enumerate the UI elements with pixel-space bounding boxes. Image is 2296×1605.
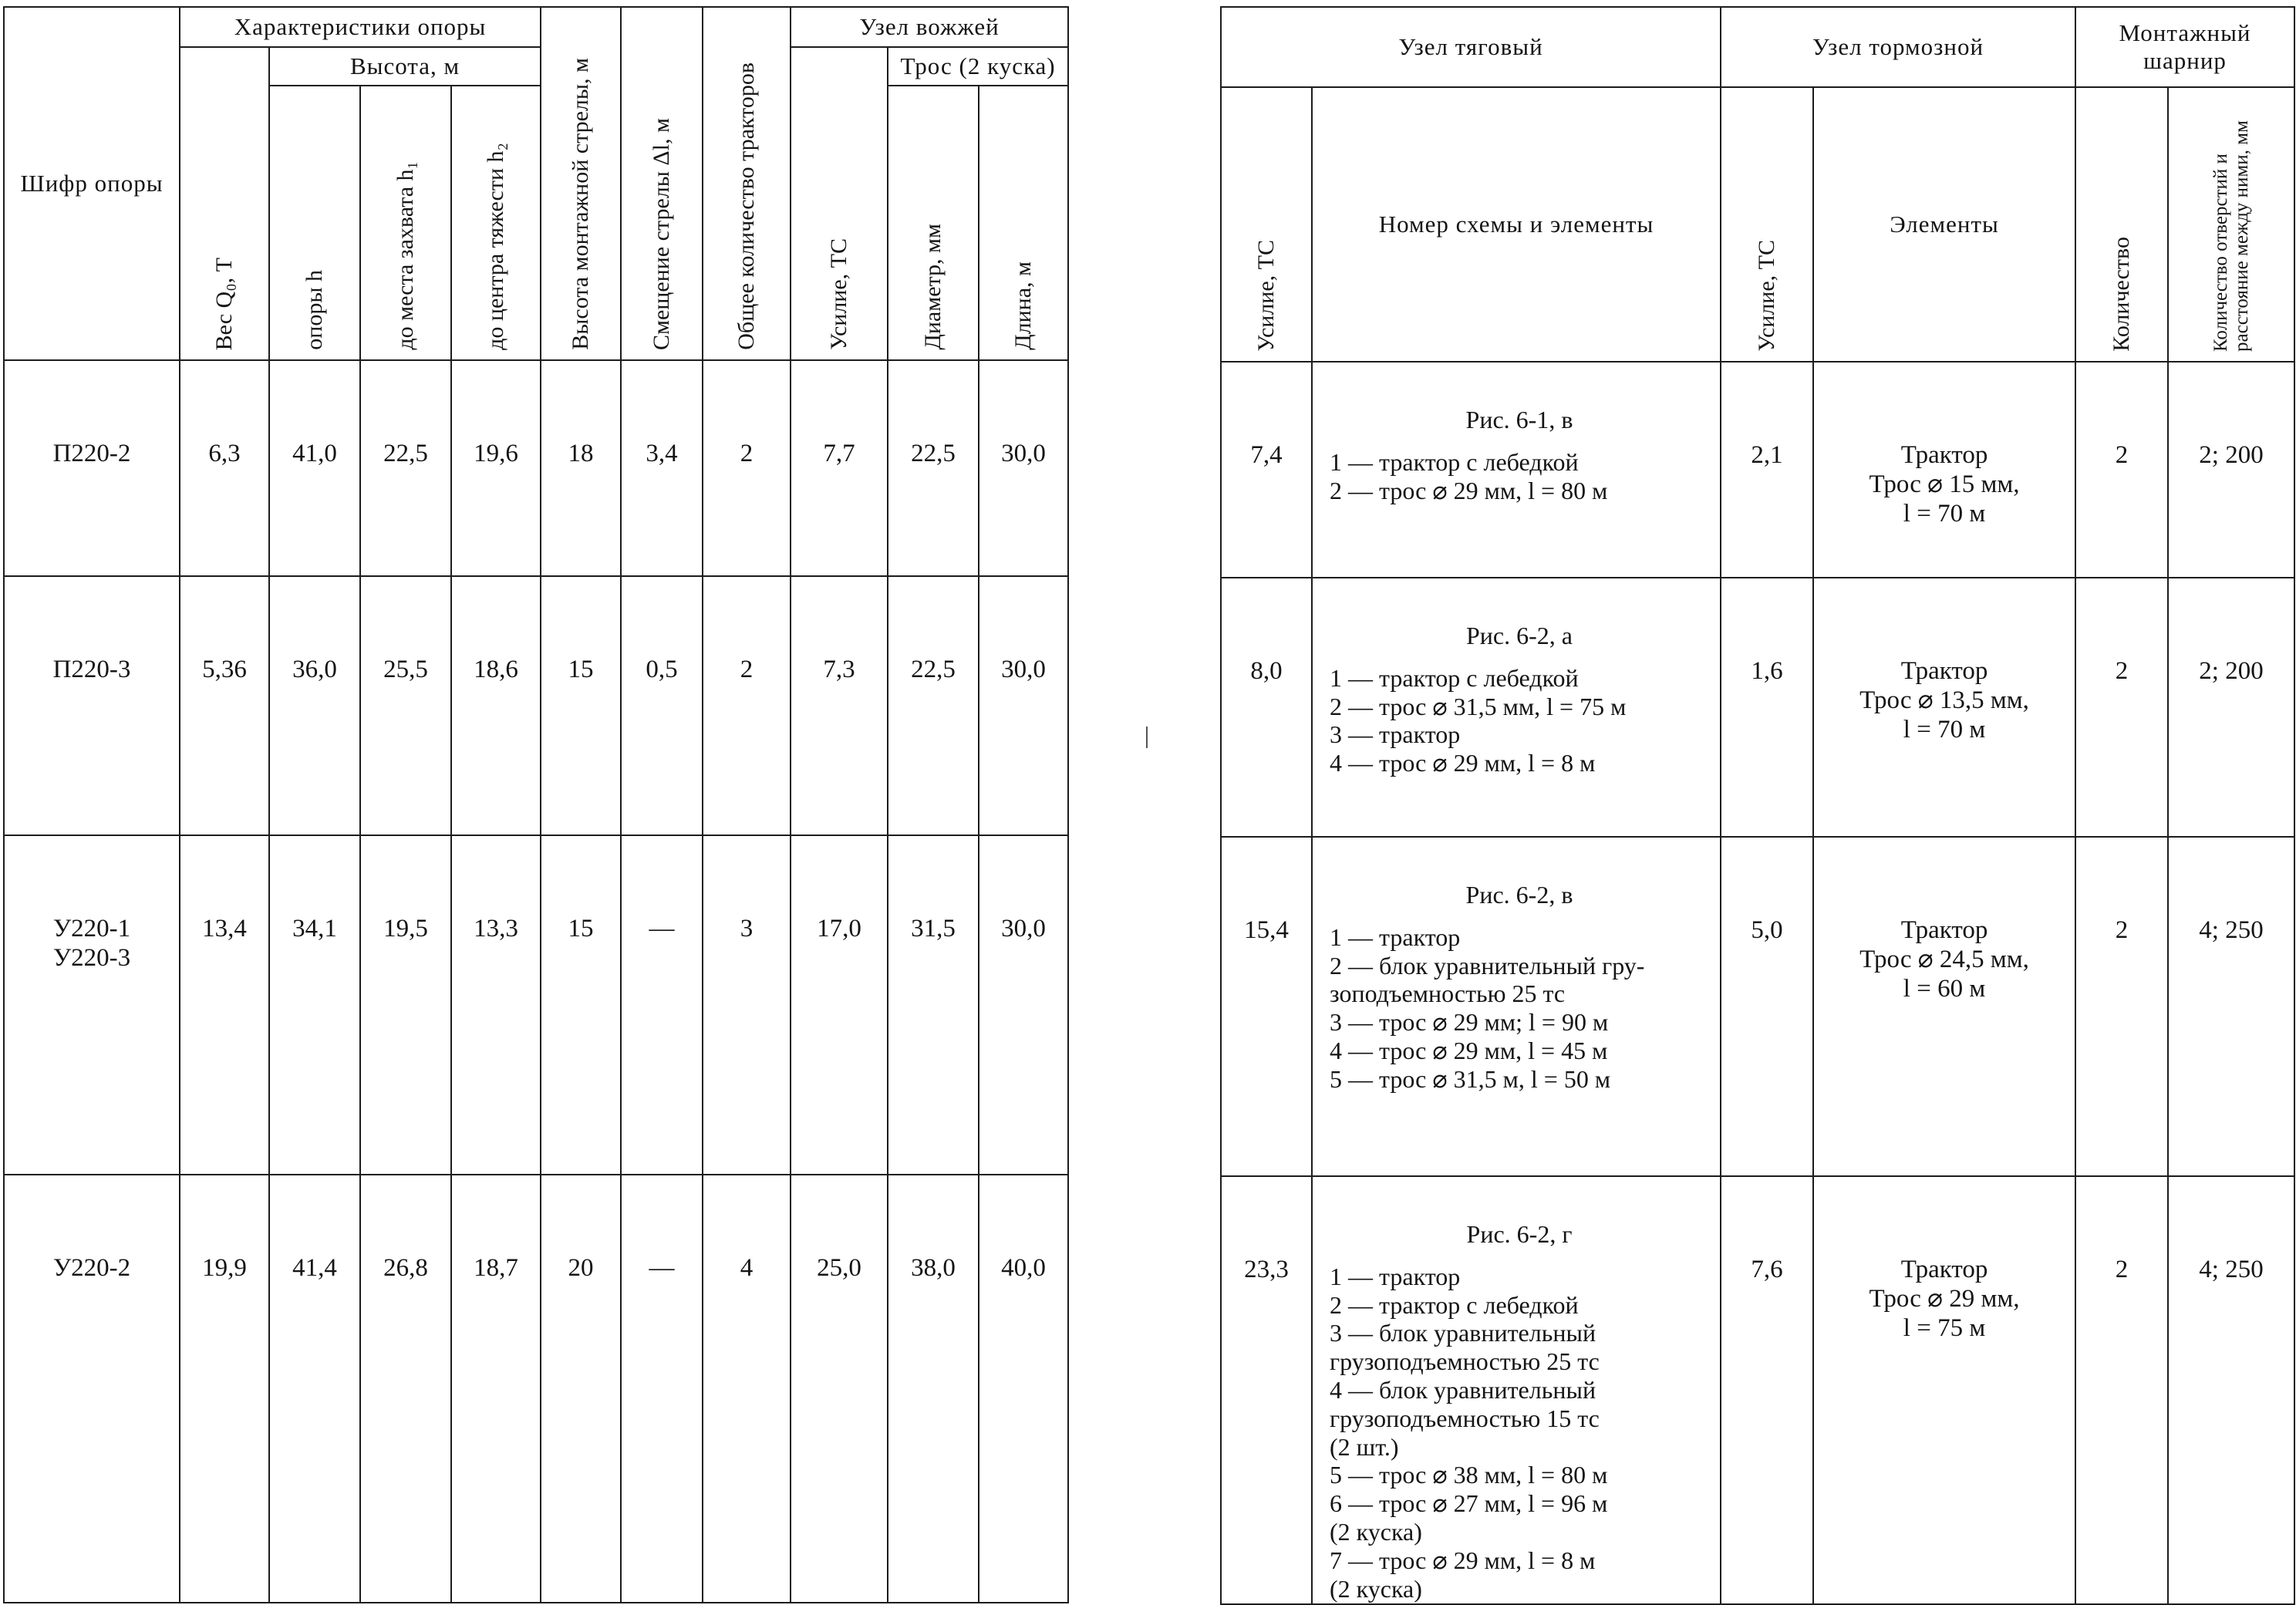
scheme-line: 2 — трос ⌀ 29 мм, l = 80 м (1330, 476, 1608, 504)
hinge-holes-value: 2; 200 (2168, 362, 2294, 578)
brake-elements: Трактор Трос ⌀ 13,5 мм, l = 70 м (1813, 578, 2075, 837)
header-support-h: опоры h (269, 86, 360, 360)
header-code: Шифр опоры (4, 7, 180, 360)
scheme-line: 7 — трос ⌀ 29 мм, l = 8 м (1330, 1546, 1596, 1574)
table-row (1221, 578, 2294, 837)
h1-value: 26,8 (360, 1175, 451, 1603)
boom-shift-value: — (621, 835, 703, 1175)
header-h1: до места захвата h₁ (360, 86, 451, 360)
force-value: 7,7 (791, 360, 888, 576)
h1-value: 22,5 (360, 360, 451, 576)
traction-force-value: 7,4 (1221, 362, 1312, 578)
scheme-line: 1 — трактор с лебедкой (1330, 663, 1579, 692)
scheme-elements (1312, 362, 1721, 578)
boom-shift-value: — (621, 1175, 703, 1603)
scheme-line: 3 — блок уравнительный (1330, 1319, 1596, 1347)
scheme-caption: Рис. 6-2, г (1466, 1220, 1573, 1248)
boom-shift-value: 3,4 (621, 360, 703, 576)
weight-value: 6,3 (180, 360, 269, 576)
diameter-value: 22,5 (888, 576, 979, 835)
hinge-count-value: 2 (2075, 578, 2168, 837)
table-row (4, 576, 1068, 835)
header-force: Усилие, ТС (791, 47, 888, 360)
header-rein-unit: Узел вожжей (791, 7, 1068, 47)
h2-value: 18,7 (451, 1175, 541, 1603)
scheme-line: 5 — трос ⌀ 31,5 м, l = 50 м (1330, 1064, 1611, 1093)
header-hinge-holes: Количество отверстий и расстояние между ними, мм (2168, 87, 2294, 362)
boom-height-value: 20 (541, 1175, 621, 1603)
support-code: У220-2 (4, 1175, 180, 1603)
length-value: 40,0 (979, 1175, 1068, 1603)
table-row (1221, 1176, 2294, 1604)
hinge-holes-value: 4; 250 (2168, 1176, 2294, 1604)
weight-value: 5,36 (180, 576, 269, 835)
scheme-elements (1312, 837, 1721, 1176)
header-height-group: Высота, м (269, 47, 541, 86)
header-hinge: Монтажный шарнир (2075, 7, 2294, 87)
support-h-value: 34,1 (269, 835, 360, 1175)
hinge-holes-value: 4; 250 (2168, 837, 2294, 1176)
header-boom-height: Высота монтажной стрелы, м (541, 7, 621, 360)
h1-value: 19,5 (360, 835, 451, 1175)
scheme-line: грузоподъемностью 25 тс (1330, 1347, 1600, 1376)
margin-mark (1146, 727, 1148, 748)
diameter-value: 22,5 (888, 360, 979, 576)
scheme-line: зоподъемностью 25 тс (1330, 980, 1566, 1008)
table-row (1221, 837, 2294, 1176)
weight-value: 19,9 (180, 1175, 269, 1603)
header-tractors: Общее количество тракторов (703, 7, 791, 360)
support-code: П220-3 (4, 576, 180, 835)
header-cable-group: Трос (2 куска) (888, 47, 1068, 86)
support-code: У220-1 У220-3 (4, 835, 180, 1175)
force-value: 17,0 (791, 835, 888, 1175)
tractors-value: 4 (703, 1175, 791, 1603)
table-row (1221, 362, 2294, 578)
header-brake-force: Усилие, ТС (1721, 87, 1813, 362)
hinge-count-value: 2 (2075, 837, 2168, 1176)
length-value: 30,0 (979, 576, 1068, 835)
traction-force-value: 8,0 (1221, 578, 1312, 837)
header-traction-force: Усилие, ТС (1221, 87, 1312, 362)
scheme-line: 6 — трос ⌀ 27 мм, l = 96 м (1330, 1489, 1608, 1518)
brake-force-value: 1,6 (1721, 578, 1813, 837)
length-value: 30,0 (979, 360, 1068, 576)
scheme-elements (1312, 1176, 1721, 1604)
header-brake-elements: Элементы (1813, 87, 2075, 362)
hinge-count-value: 2 (2075, 362, 2168, 578)
boom-height-value: 15 (541, 576, 621, 835)
brake-elements: Трактор Трос ⌀ 29 мм, l = 75 м (1813, 1176, 2075, 1604)
header-scheme: Номер схемы и элементы (1312, 87, 1721, 362)
header-diameter: Диаметр, мм (888, 86, 979, 360)
scheme-line: 5 — трос ⌀ 38 мм, l = 80 м (1330, 1461, 1608, 1489)
h2-value: 13,3 (451, 835, 541, 1175)
support-characteristics-table (3, 6, 1069, 1603)
header-hinge-count: Количество (2075, 87, 2168, 362)
scheme-line: 1 — трактор с лебедкой (1330, 447, 1579, 476)
tractors-value: 2 (703, 360, 791, 576)
h2-value: 19,6 (451, 360, 541, 576)
assembly-units-table (1220, 6, 2295, 1605)
h1-value: 25,5 (360, 576, 451, 835)
brake-elements: Трактор Трос ⌀ 15 мм, l = 70 м (1813, 362, 2075, 578)
brake-force-value: 7,6 (1721, 1176, 1813, 1604)
scheme-line: 2 — трос ⌀ 31,5 мм, l = 75 м (1330, 692, 1627, 720)
brake-elements: Трактор Трос ⌀ 24,5 мм, l = 60 м (1813, 837, 2075, 1176)
traction-force-value: 23,3 (1221, 1176, 1312, 1604)
force-value: 7,3 (791, 576, 888, 835)
header-brake-unit: Узел тормозной (1721, 7, 2075, 87)
scheme-line: (2 куска) (1330, 1517, 1422, 1546)
header-traction-unit: Узел тяговый (1221, 7, 1721, 87)
brake-force-value: 2,1 (1721, 362, 1813, 578)
scheme-caption: Рис. 6-2, а (1466, 622, 1573, 649)
table-row (4, 1175, 1068, 1603)
scheme-line: 3 — трос ⌀ 29 мм; l = 90 м (1330, 1008, 1609, 1037)
diameter-value: 38,0 (888, 1175, 979, 1603)
scheme-line: грузоподъемностью 15 тс (1330, 1404, 1600, 1432)
boom-height-value: 15 (541, 835, 621, 1175)
scheme-line: 2 — трактор с лебедкой (1330, 1290, 1579, 1319)
support-h-value: 41,4 (269, 1175, 360, 1603)
scheme-elements (1312, 578, 1721, 837)
header-length: Длина, м (979, 86, 1068, 360)
h2-value: 18,6 (451, 576, 541, 835)
scheme-line: 3 — трактор (1330, 720, 1461, 749)
weight-value: 13,4 (180, 835, 269, 1175)
tractors-value: 2 (703, 576, 791, 835)
scheme-line: 2 — блок уравнительный гру- (1330, 951, 1645, 980)
length-value: 30,0 (979, 835, 1068, 1175)
table-row (4, 835, 1068, 1175)
scheme-line: (2 шт.) (1330, 1432, 1399, 1461)
header-characteristics: Характеристики опоры (180, 7, 541, 47)
support-h-value: 41,0 (269, 360, 360, 576)
header-weight: Вес Q₀, Т (180, 47, 269, 360)
hinge-holes-value: 2; 200 (2168, 578, 2294, 837)
diameter-value: 31,5 (888, 835, 979, 1175)
boom-height-value: 18 (541, 360, 621, 576)
traction-force-value: 15,4 (1221, 837, 1312, 1176)
brake-force-value: 5,0 (1721, 837, 1813, 1176)
scheme-line: (2 куска) (1330, 1574, 1422, 1603)
support-code: П220-2 (4, 360, 180, 576)
scheme-caption: Рис. 6-1, в (1465, 406, 1573, 433)
scheme-line: 1 — трактор (1330, 1262, 1461, 1290)
tractors-value: 3 (703, 835, 791, 1175)
support-h-value: 36,0 (269, 576, 360, 835)
force-value: 25,0 (791, 1175, 888, 1603)
header-h2: до центра тяжести h₂ (451, 86, 541, 360)
scheme-line: 4 — блок уравнительный (1330, 1375, 1596, 1404)
table-row (4, 360, 1068, 576)
boom-shift-value: 0,5 (621, 576, 703, 835)
scheme-caption: Рис. 6-2, в (1465, 881, 1573, 909)
hinge-count-value: 2 (2075, 1176, 2168, 1604)
scheme-line: 4 — трос ⌀ 29 мм, l = 8 м (1330, 749, 1596, 777)
header-boom-shift: Смещение стрелы Δl, м (621, 7, 703, 360)
scheme-line: 4 — трос ⌀ 29 мм, l = 45 м (1330, 1036, 1608, 1064)
scheme-line: 1 — трактор (1330, 922, 1461, 951)
